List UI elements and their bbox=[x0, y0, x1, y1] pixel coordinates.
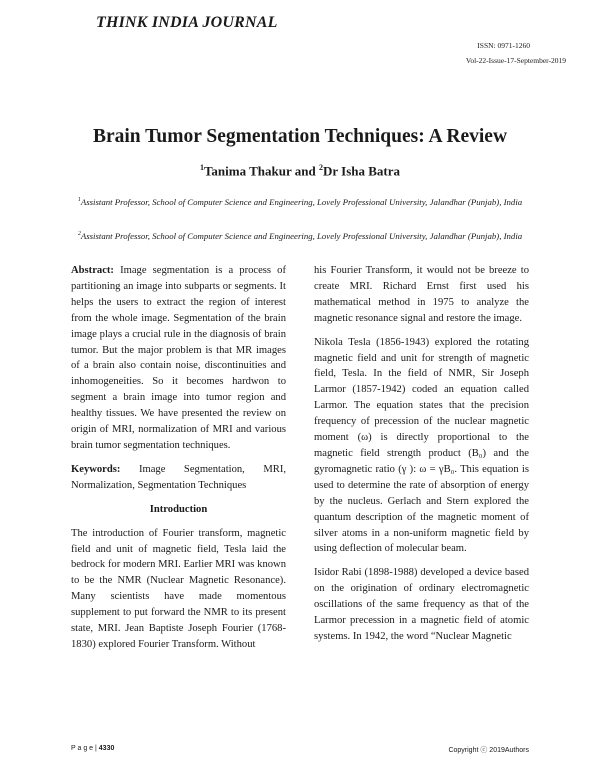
copyright: Copyright ⓒ 2019Authors bbox=[448, 747, 529, 754]
keywords-label: Keywords: bbox=[71, 463, 121, 475]
intro-paragraph-2: Nikola Tesla (1856-1943) explored the rotating magnetic field and unit for strength of magnetic field, Tesla. In the field of NMR, Sir Joseph Larmor (1857-1942) coded an equation called Larmor. The equation states that the precision frequency of precession of the nuclear magnetic moment (ω) is directly proportional to the magnetic field strength product (B₀) and the gyromagnetic ratio (γ ): ω = γB₀. This equation is used to determine the rate of absorption of energy by the nucleus. Gerlach and Stern explored the quantum description of the magnetic moment of silver atoms in a non-uniform magnetic field by using deflection of molecular beam. bbox=[314, 336, 529, 555]
authors-joiner: and bbox=[294, 163, 316, 179]
affiliation-1-sup: 1 bbox=[77, 197, 81, 203]
intro-paragraph-1: The introduction of Fourier transform, magnetic field and unit of magnetic field, Tesla laid the bedrock for modern MRI. Earlier MRI was known to be the NMR (Nuclear Magnetic Resonance). Many scientists have made momentous supplement to put forward the NMR to its present state, MRI. Jean Baptiste Joseph Fourier (1768-1830) explored Fourier Transform. Without bbox=[71, 527, 286, 650]
page-footer-number bbox=[71, 745, 114, 752]
left-column bbox=[71, 263, 286, 653]
intro-paragraph-3: Isidor Rabi (1898-1988) developed a device based on the origination of ordinary electromagnetic oscillations of the same frequency as that of the Larmor precession in a magnetic field of atomic systems. In 1942, the word “Nuclear Magnetic bbox=[314, 567, 529, 642]
introduction-heading: Introduction bbox=[149, 503, 208, 515]
affiliation-1 bbox=[76, 193, 524, 210]
keywords-text: Image Segmentation, MRI, Normalization, Segmentation Techniques bbox=[71, 463, 286, 491]
page-label: P a g e | bbox=[71, 745, 97, 752]
intro-paragraph-1-continued: his Fourier Transform, it would not be breeze to create MRI. Richard Ernst first used his mathematical method in 1975 to analyze the magnetic resonance signal and restore the image. bbox=[314, 265, 529, 324]
author-2-sup: 2 bbox=[318, 163, 323, 172]
affiliation-2-text: Assistant Professor, School of Computer Science and Engineering, Lovely Professional University, Jalandhar (Punjab), India bbox=[80, 230, 523, 241]
issn: ISSN: 0971-1260 bbox=[477, 41, 530, 50]
right-column bbox=[314, 263, 529, 645]
paper-title: Brain Tumor Segmentation Techniques: A Review bbox=[92, 126, 508, 147]
affiliation-1-text: Assistant Professor, School of Computer Science and Engineering, Lovely Professional University, Jalandhar (Punjab), India bbox=[80, 196, 523, 207]
author-1-sup: 1 bbox=[199, 163, 204, 172]
abstract-label: Abstract: bbox=[71, 265, 114, 276]
affiliation-2 bbox=[76, 227, 524, 244]
abstract bbox=[71, 263, 286, 454]
author-line bbox=[0, 163, 600, 179]
abstract-text: Image segmentation is a process of partitioning an image into subparts or segments. It helps the users to extract the region of interest from the whole image. Segmentation of the brain image plays a crucial rule in the diagnosis of brain tumor. But the major problem is that MR images of a brain also contain noise, discontinuities and inhomogeneities. So it becomes hardwon to segment a brain image into tumor region and healthy tissues. We have presented the review on origin of MRI, normalization of MRI and various brain tumor segmentation techniques. bbox=[71, 265, 286, 451]
affiliation-2-sup: 2 bbox=[77, 231, 81, 237]
author-2-name: Dr Isha Batra bbox=[322, 163, 401, 179]
page-number: 4330 bbox=[98, 745, 115, 752]
keywords bbox=[71, 462, 286, 494]
journal-name: THINK INDIA JOURNAL bbox=[96, 14, 278, 31]
author-1-name: Tanima Thakur bbox=[203, 163, 292, 179]
volume-issue: Vol-22-Issue-17-September-2019 bbox=[465, 56, 566, 65]
